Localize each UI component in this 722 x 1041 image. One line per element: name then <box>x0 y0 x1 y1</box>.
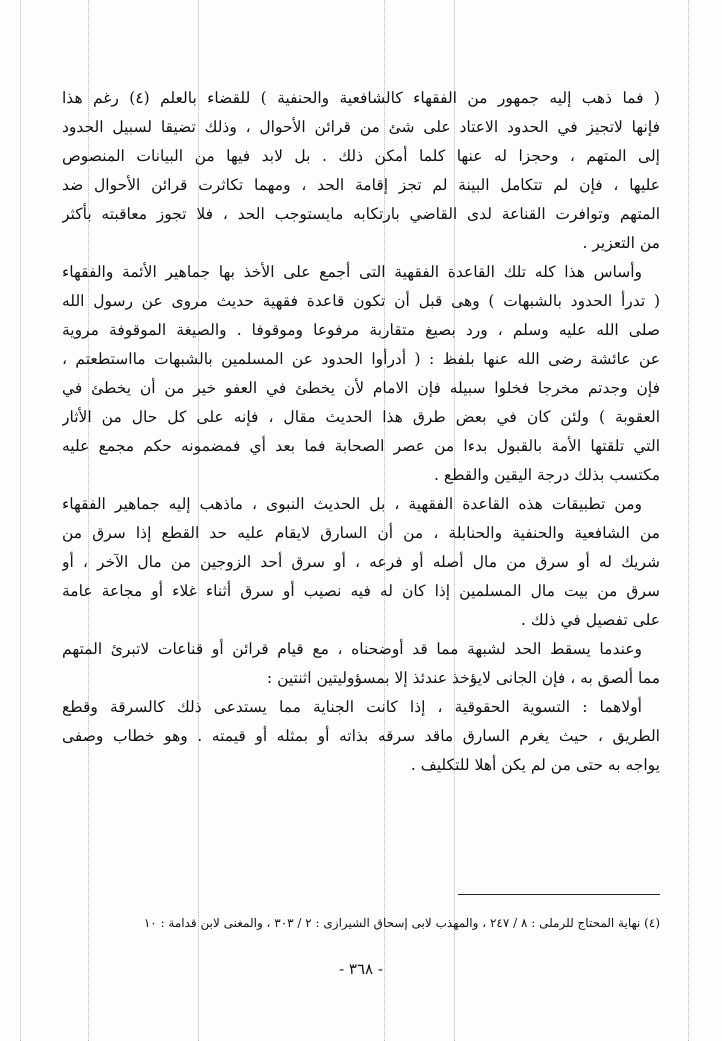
text-line: مما ألصق به ، فإن الجانى لايؤخذ عندئذ إلا بمسؤوليتين اثنتين : <box>266 669 660 687</box>
text-line: من التعزير . <box>582 234 660 252</box>
footnote: (٤) نهاية المحتاج للرملى : ٨ / ٢٤٧ ، والمهذب لابى إسحاق الشيرازى : ٢ / ٣٠٣ ، والمغنى لابن قدامة : ١٠ <box>143 916 660 930</box>
text-line: مكتسب بذلك درجة اليقين والقطع . <box>433 466 660 484</box>
text-line: وعندما يسقط الحد لشبهة مما قد أوضحناه ، مع قيام قرائن أو قناعات لاتبرئ المتهم <box>62 640 642 658</box>
text-line: شريك له أو سرق من مال أصله أو فرعه ، أو سرق أحد الزوجين من مال الآخر ، أو <box>62 553 660 571</box>
text-line: المتهم وتوافرت القناعة لدى القاضي بارتكابه مايستوجب الحد ، فلا تجوز معاقبته بأكثر <box>62 205 660 223</box>
text-line: يواجه به حتى من لم يكن أهلا للتكليف . <box>410 756 660 774</box>
text-line: فإنها لاتجيز في الحدود الاعتاد على شئ من قرائن الأحوال ، وذلك تضيقا لسبيل الحدود <box>62 118 660 136</box>
scan-artifact-line <box>20 0 21 1041</box>
text-line: عن عائشة رضى الله عنها بلفظ : ( أدرأوا الحدود عن المسلمين بالشبهات مااستطعتم ، <box>62 350 660 368</box>
text-line: من الشافعية والحنفية والحنابلة ، من أن السارق لايقام عليه حد القطع إذا سرق من <box>62 524 660 542</box>
footnote-separator <box>458 894 660 895</box>
text-line: سرق من بيت مال المسلمين إذا كان له فيه نصيب أو سرق أثناء غلاء أو مجاعة عامة <box>62 582 660 600</box>
text-line: فإن وجدتم مخرجا فخلوا سبيله فإن الامام لأن يخطئ في العفو خير من أن يخطئ في <box>62 379 660 397</box>
text-line: ( فما ذهب إليه جمهور من الفقهاء كالشافعية والحنفية ) للقضاء بالعلم (٤) رغم هذا <box>62 89 660 107</box>
text-line: أولاهما : التسوية الحقوقية ، إذا كانت الجناية مما يستدعى ذلك كالسرقة وقطع <box>62 698 642 716</box>
body-text <box>62 84 660 780</box>
text-line: ( تدرأ الحدود بالشبهات ) وهى قبل أن تكون قاعدة فقهية حديث مروى عن رسول الله <box>62 292 660 310</box>
text-line: إلى المتهم ، وحجزا له عنها كلما أمكن ذلك . بل لابد فيها من البيانات المنصوص <box>62 147 660 165</box>
text-line: صلى الله عليه وسلم ، ورد بصيغ متقاربة مرفوعا وموقوفا . والصيغة الموقوفة مروية <box>62 321 660 339</box>
text-line: التي تلقتها الأمة بالقبول بدءا من عصر الصحابة فما بعد أي فمضمونه حكم مجمع عليه <box>62 437 660 455</box>
text-line: وأساس هذا كله تلك القاعدة الفقهية التى أجمع على الأخذ بها جماهير الأئمة والفقهاء <box>62 263 642 281</box>
text-line: الطريق ، حيث يغرم السارق ماقد سرقه بذاته أو بمثله أو قيمته . وهو خطاب وصفى <box>62 727 660 745</box>
text-line: العقوبة ) ولئن كان في بعض طرق هذا الحديث مقال ، فإنه على كل حال من الأثار <box>62 408 660 426</box>
scan-artifact-line <box>688 0 689 1041</box>
text-line: ومن تطبيقات هذه القاعدة الفقهية ، بل الحديث النبوى ، ماذهب إليه جماهير الفقهاء <box>62 495 642 513</box>
text-line: على تفصيل في ذلك . <box>521 611 660 629</box>
text-line: عليها ، فإن لم تتكامل البينة لم تجز إقامة الحد ، ومهما تكاثرت قرائن الأحوال ضد <box>62 176 660 194</box>
page-number: - ٣٦٨ - <box>339 960 383 978</box>
